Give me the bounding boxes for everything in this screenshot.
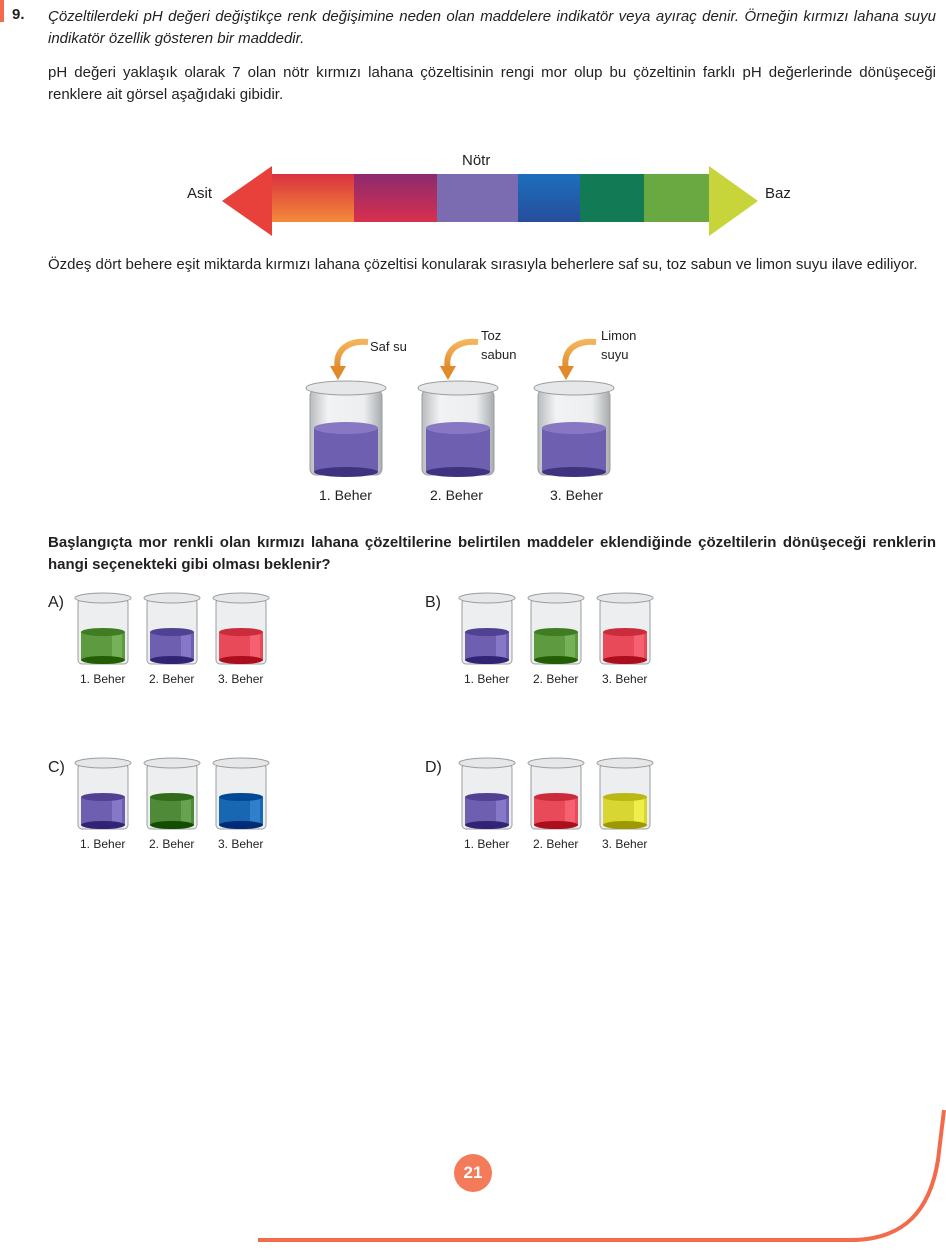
page-number: 21	[454, 1154, 492, 1192]
option-letter: D)	[425, 759, 442, 776]
base-arrowhead	[709, 166, 758, 236]
option-beakers-graphic	[74, 757, 284, 832]
pour-arrow-icon-3	[558, 342, 596, 380]
setup-beakers-graphic	[290, 320, 650, 480]
option-beaker-3	[597, 593, 653, 664]
setup-figure	[290, 320, 650, 510]
question-number: 9.	[12, 6, 25, 23]
paragraph-experiment: Özdeş dört behere eşit miktarda kırmızı lahana çözeltisi konularak sırasıyla beherlere saf su, toz sabun ve limon suyu ilave ediliyor.	[48, 256, 918, 273]
additive-label-3a: Limon	[601, 328, 637, 343]
option-beaker-label: 3. Beher	[218, 837, 264, 851]
option-beaker-2	[528, 593, 584, 664]
option-beaker-1	[75, 758, 131, 829]
option-beaker-1	[75, 593, 131, 664]
option-beakers-graphic	[458, 592, 668, 667]
base-label: Baz	[765, 185, 791, 202]
setup-beaker-3	[534, 381, 614, 477]
option-beaker-label: 3. Beher	[602, 837, 648, 851]
corner-mark	[0, 0, 4, 22]
paragraph-ph-description: pH değeri yaklaşık olarak 7 olan nötr kırmızı lahana çözeltisinin rengi mor olup bu çözeltinin farklı pH değerlerinde dönüşeceği renklere ait görsel aşağıdaki gibidir.	[48, 64, 936, 103]
question-prompt: Başlangıçta mor renkli olan kırmızı lahana çözeltilerine belirtilen maddeler eklendiğinde çözeltilerin dönüşeceği renklerin hangi seçenekteki gibi olması beklenir?	[48, 534, 936, 573]
option-beaker-label: 2. Beher	[149, 837, 195, 851]
setup-beaker-2	[418, 381, 498, 477]
page-corner-decoration	[0, 1100, 946, 1252]
scale-segment-5	[580, 174, 644, 222]
question-intro: Çözeltilerdeki pH değeri değiştikçe renk değişimine neden olan maddelere indikatör veya ayıraç denir. Örneğin kırmızı lahana suyu indikatör özellik gösteren bir maddedir.	[48, 8, 936, 47]
additive-label-2a: Toz	[481, 328, 502, 343]
option-b-beakers	[458, 592, 668, 686]
option-beaker-label: 1. Beher	[464, 837, 510, 851]
additive-label-1: Saf su	[370, 339, 407, 354]
pour-arrow-icon-1	[330, 342, 368, 380]
scale-segment-1	[272, 174, 354, 222]
option-beaker-2	[144, 593, 200, 664]
option-beakers-graphic	[458, 757, 668, 832]
option-d[interactable]	[425, 757, 725, 857]
setup-beaker-label-1: 1. Beher	[319, 487, 372, 503]
option-d-beakers	[458, 757, 668, 851]
scale-segment-2	[354, 174, 437, 222]
additive-label-3b: suyu	[601, 347, 629, 362]
additive-label-2b: sabun	[481, 347, 517, 362]
option-c-beakers	[74, 757, 284, 851]
pour-arrow-icon-2	[440, 342, 478, 380]
option-beaker-label: 1. Beher	[464, 672, 510, 686]
scale-segment-4	[518, 174, 580, 222]
option-beaker-label: 2. Beher	[533, 837, 579, 851]
option-beaker-2	[144, 758, 200, 829]
option-beaker-2	[528, 758, 584, 829]
setup-beaker-label-3: 3. Beher	[550, 487, 603, 503]
option-beaker-label: 3. Beher	[218, 672, 264, 686]
option-letter: B)	[425, 594, 441, 611]
acid-label: Asit	[187, 185, 213, 202]
option-beaker-3	[597, 758, 653, 829]
option-b[interactable]	[425, 592, 725, 692]
option-beakers-graphic	[74, 592, 284, 667]
option-beaker-3	[213, 593, 269, 664]
option-beaker-1	[459, 593, 515, 664]
option-beaker-1	[459, 758, 515, 829]
option-a-beakers	[74, 592, 284, 686]
option-letter: A)	[48, 594, 64, 611]
option-beaker-label: 2. Beher	[149, 672, 195, 686]
option-beaker-label: 1. Beher	[80, 672, 126, 686]
setup-beaker-label-2: 2. Beher	[430, 487, 483, 503]
option-c[interactable]	[48, 757, 348, 857]
option-letter: C)	[48, 759, 65, 776]
option-beaker-label: 3. Beher	[602, 672, 648, 686]
option-a[interactable]	[48, 592, 348, 692]
option-beaker-3	[213, 758, 269, 829]
option-beaker-label: 2. Beher	[533, 672, 579, 686]
scale-segment-3	[437, 174, 518, 222]
scale-segment-6	[644, 174, 709, 222]
neutral-label: Nötr	[462, 152, 491, 169]
option-beaker-label: 1. Beher	[80, 837, 126, 851]
setup-beaker-1	[306, 381, 386, 477]
acid-arrowhead	[222, 166, 272, 236]
